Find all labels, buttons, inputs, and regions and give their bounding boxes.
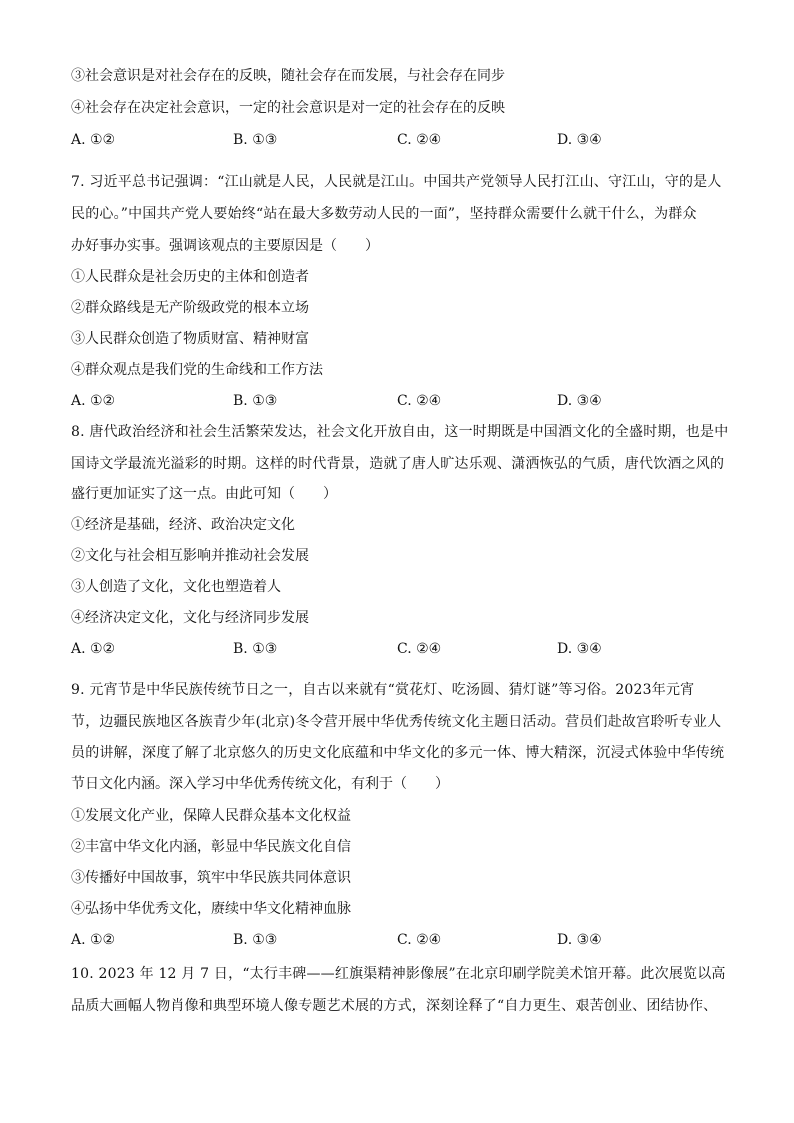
q9-item-3: ③传播好中国故事，筑牢中华民族共同体意识 <box>71 870 351 886</box>
q7-stem-line-2: 民的心。”中国共产党人要始终“站在最大多数劳动人民的一面”，坚持群众需要什么就干什么，为群众 <box>71 206 697 222</box>
option-a[interactable]: A. ①② <box>71 393 116 409</box>
option-c[interactable]: C. ②④ <box>397 641 442 657</box>
q7-stem-line-1: 7. 习近平总书记强调：“江山就是人民，人民就是江山。中国共产党领导人民打江山、守江山，守的是人 <box>71 174 722 190</box>
prev-options <box>71 130 731 150</box>
option-b[interactable]: B. ①③ <box>233 641 278 657</box>
q9-stem-line-4: 节日文化内涵。深入学习中华优秀传统文化，有利于（ ） <box>71 776 449 792</box>
q7-item-3: ③人民群众创造了物质财富、精神财富 <box>71 331 309 347</box>
q8-stem-line-3: 盛行更加证实了这一点。由此可知（ ） <box>71 486 337 502</box>
option-d[interactable]: D. ③④ <box>557 393 602 409</box>
q9-stem-line-1: 9. 元宵节是中华民族传统节日之一，自古以来就有“赏花灯、吃汤圆、猜灯谜”等习俗。2023年元宵 <box>71 682 695 698</box>
q9-options <box>71 930 731 950</box>
option-c[interactable]: C. ②④ <box>397 932 442 948</box>
option-b[interactable]: B. ①③ <box>233 132 278 148</box>
option-c[interactable]: C. ②④ <box>397 132 442 148</box>
q7-options <box>71 391 731 411</box>
option-b[interactable]: B. ①③ <box>233 393 278 409</box>
q7-stem-line-3: 办好事办实事。强调该观点的主要原因是（ ） <box>71 238 379 254</box>
q7-item-1: ①人民群众是社会历史的主体和创造者 <box>71 269 309 285</box>
q8-item-3: ③人创造了文化，文化也塑造着人 <box>71 579 281 595</box>
q9-stem-line-3: 员的讲解，深度了解了北京悠久的历史文化底蕴和中华文化的多元一体、博大精深，沉浸式体验中华传统 <box>71 745 725 761</box>
option-a[interactable]: A. ①② <box>71 132 116 148</box>
q8-item-4: ④经济决定文化，文化与经济同步发展 <box>71 610 309 626</box>
q7-item-2: ②群众路线是无产阶级政党的根本立场 <box>71 300 309 316</box>
q8-options <box>71 639 731 659</box>
q7-item-4: ④群众观点是我们党的生命线和工作方法 <box>71 362 323 378</box>
q8-stem-line-1: 8. 唐代政治经济和社会生活繁荣发达，社会文化开放自由，这一时期既是中国酒文化的全盛时期，也是中 <box>71 424 729 440</box>
q9-item-4: ④弘扬中华优秀文化，赓续中华文化精神血脉 <box>71 901 351 917</box>
q8-stem-line-2: 国诗文学最流光溢彩的时期。这样的时代背景，造就了唐人旷达乐观、潇洒恢弘的气质，唐代饮酒之风的 <box>71 456 725 472</box>
option-d[interactable]: D. ③④ <box>557 932 602 948</box>
q10-stem-line-1: 10. 2023 年 12 月 7 日，“太行丰碑——红旗渠精神影像展”在北京印刷学院美术馆开幕。此次展览以高 <box>71 966 726 982</box>
q10-stem-line-2: 品质大画幅人物肖像和典型环境人像专题艺术展的方式，深刻诠释了“自力更生、艰苦创业、团结协作、 <box>71 998 718 1014</box>
option-c[interactable]: C. ②④ <box>397 393 442 409</box>
q9-item-2: ②丰富中华文化内涵，彰显中华民族文化自信 <box>71 839 351 855</box>
q8-item-1: ①经济是基础，经济、政治决定文化 <box>71 517 295 533</box>
option-a[interactable]: A. ①② <box>71 932 116 948</box>
prev-item-4: ④社会存在决定社会意识，一定的社会意识是对一定的社会存在的反映 <box>71 100 505 116</box>
option-a[interactable]: A. ①② <box>71 641 116 657</box>
q9-item-1: ①发展文化产业，保障人民群众基本文化权益 <box>71 808 351 824</box>
option-b[interactable]: B. ①③ <box>233 932 278 948</box>
option-d[interactable]: D. ③④ <box>557 641 602 657</box>
q9-stem-line-2: 节，边疆民族地区各族青少年(北京)冬令营开展中华优秀传统文化主题日活动。营员们赴故宫聆听专业人 <box>71 714 722 730</box>
option-d[interactable]: D. ③④ <box>557 132 602 148</box>
prev-item-3: ③社会意识是对社会存在的反映，随社会存在而发展，与社会存在同步 <box>71 68 505 84</box>
q8-item-2: ②文化与社会相互影响并推动社会发展 <box>71 548 309 564</box>
